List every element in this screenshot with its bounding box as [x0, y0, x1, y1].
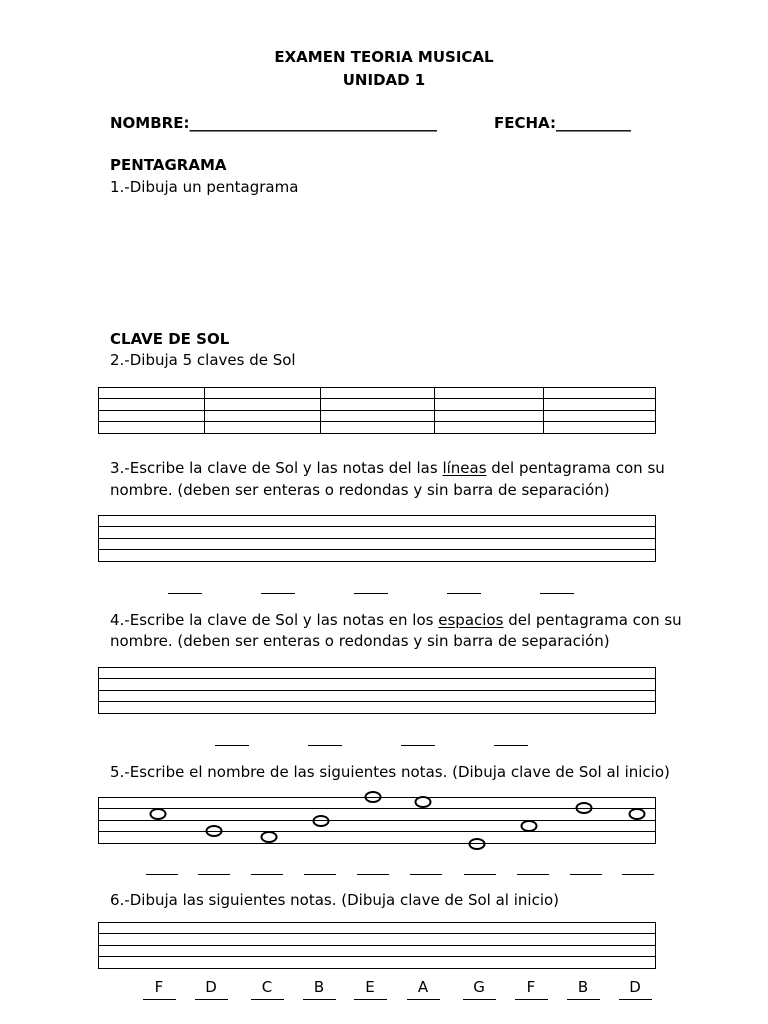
question-3-text: 3.-Escribe la clave de Sol y las notas del las: [110, 459, 443, 477]
whole-note: [365, 791, 382, 803]
question-6: 6.-Dibuja las siguientes notas. (Dibuja clave de Sol al inicio): [110, 891, 560, 909]
whole-note: [313, 815, 330, 827]
answer-blank[interactable]: [540, 593, 574, 594]
exam-title: EXAMEN TEORIA MUSICAL: [274, 48, 494, 66]
answer-blank[interactable]: [517, 874, 549, 875]
answer-blank[interactable]: [215, 745, 249, 746]
question-3-emphasis: líneas: [442, 459, 487, 477]
answer-blank[interactable]: [195, 999, 228, 1000]
exam-subtitle: UNIDAD 1: [342, 71, 426, 89]
answer-blank[interactable]: [251, 999, 284, 1000]
answer-blank[interactable]: [198, 874, 230, 875]
whole-note: [469, 838, 486, 850]
answer-blank[interactable]: [619, 999, 652, 1000]
note-letter: B: [577, 978, 589, 996]
answer-blank[interactable]: [303, 999, 336, 1000]
answer-blank[interactable]: [146, 874, 178, 875]
whole-note: [629, 808, 646, 820]
staff-bar: [98, 387, 99, 434]
staff-bar: [655, 387, 656, 434]
staff-bar: [204, 387, 205, 434]
answer-blank[interactable]: [168, 593, 202, 594]
answer-blank[interactable]: [494, 745, 528, 746]
answer-blank[interactable]: [570, 874, 602, 875]
question-5: 5.-Escribe el nombre de las siguientes notas. (Dibuja clave de Sol al inicio): [110, 763, 670, 781]
note-letter: A: [417, 978, 429, 996]
answer-blank[interactable]: [622, 874, 654, 875]
staff-q4[interactable]: [98, 667, 656, 714]
note-letter: G: [473, 978, 485, 996]
staff-bar: [320, 387, 321, 434]
question-1: 1.-Dibuja un pentagrama: [110, 178, 299, 196]
answer-blank[interactable]: [261, 593, 295, 594]
note-letter: D: [629, 978, 641, 996]
question-4-text-end: del pentagrama con su: [503, 611, 682, 629]
question-4-text: 4.-Escribe la clave de Sol y las notas en los: [110, 611, 439, 629]
note-letter: E: [365, 978, 375, 996]
answer-blank[interactable]: [308, 745, 342, 746]
staff-bar: [434, 387, 435, 434]
staff-q6[interactable]: [98, 922, 656, 969]
answer-blank[interactable]: [410, 874, 442, 875]
staff-q2[interactable]: [98, 387, 656, 434]
staff-bar: [543, 387, 544, 434]
date-field[interactable]: FECHA:__________: [494, 114, 631, 132]
whole-note: [261, 831, 278, 843]
question-2: 2.-Dibuja 5 claves de Sol: [110, 351, 296, 369]
answer-blank[interactable]: [401, 745, 435, 746]
whole-note: [206, 825, 223, 837]
staff-q5: [98, 797, 656, 844]
staff-q3[interactable]: [98, 515, 656, 562]
whole-note: [521, 820, 538, 832]
whole-note: [415, 796, 432, 808]
answer-blank[interactable]: [464, 874, 496, 875]
answer-blank[interactable]: [447, 593, 481, 594]
answer-blank[interactable]: [354, 593, 388, 594]
question-4-line2: nombre. (deben ser enteras o redondas y sin barra de separación): [110, 632, 610, 650]
answer-blank[interactable]: [515, 999, 548, 1000]
name-field[interactable]: NOMBRE:_________________________________: [110, 114, 437, 132]
question-3-line2: nombre. (deben ser enteras o redondas y sin barra de separación): [110, 481, 610, 499]
answer-blank[interactable]: [143, 999, 176, 1000]
answer-blank[interactable]: [357, 874, 389, 875]
note-letter: C: [261, 978, 273, 996]
note-letter: D: [205, 978, 217, 996]
answer-blank[interactable]: [251, 874, 283, 875]
answer-blank[interactable]: [567, 999, 600, 1000]
answer-blank[interactable]: [304, 874, 336, 875]
question-3: [110, 458, 665, 479]
note-letter: B: [313, 978, 325, 996]
section-heading-pentagrama: PENTAGRAMA: [110, 156, 227, 174]
note-letter: F: [154, 978, 164, 996]
question-4: [110, 610, 682, 631]
answer-blank[interactable]: [463, 999, 496, 1000]
answer-blank[interactable]: [407, 999, 440, 1000]
whole-note: [576, 802, 593, 814]
answer-blank[interactable]: [354, 999, 387, 1000]
question-3-text-end: del pentagrama con su: [486, 459, 665, 477]
section-heading-clave: CLAVE DE SOL: [110, 330, 230, 348]
question-4-emphasis: espacios: [438, 611, 504, 629]
note-letter: F: [526, 978, 536, 996]
whole-note: [150, 808, 167, 820]
